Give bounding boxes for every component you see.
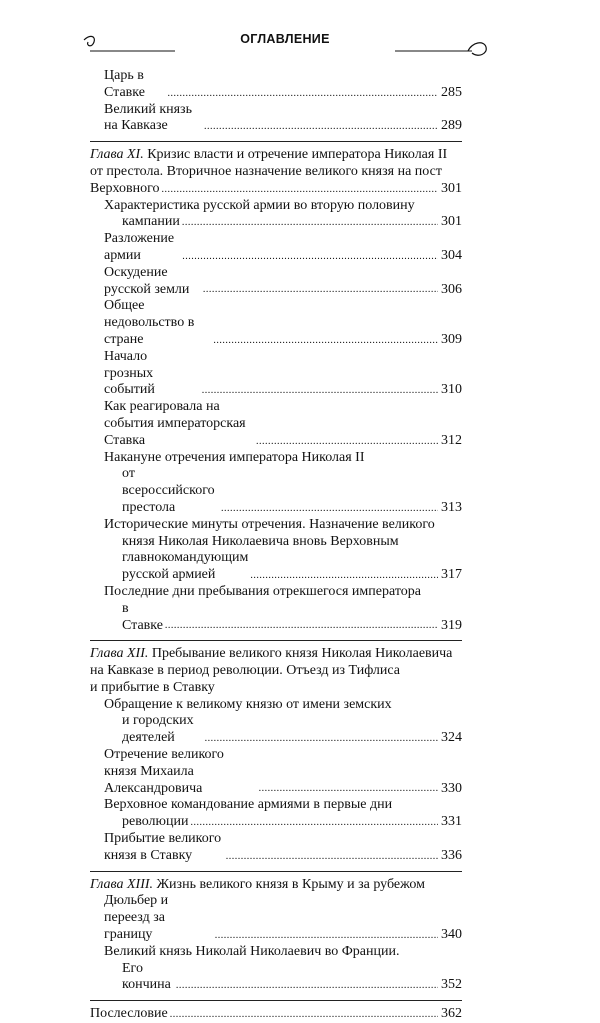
entry-page: 310: [441, 382, 462, 398]
section-divider: [90, 1000, 462, 1001]
chapter-11[interactable]: [90, 147, 462, 197]
entry-page: 336: [441, 847, 462, 863]
entry-page: 309: [441, 331, 462, 347]
toc-entry[interactable]: [90, 298, 462, 348]
toc-entry[interactable]: [90, 944, 462, 994]
toc-entry[interactable]: [90, 231, 462, 265]
chapter-12[interactable]: [90, 646, 462, 696]
entry-page: 340: [441, 927, 462, 943]
toc-entry[interactable]: [90, 349, 462, 399]
leader-dots: [215, 930, 438, 940]
entry-title-line: Исторические минуты отречения. Назначение великого: [104, 516, 435, 532]
entry-page: 362: [441, 1006, 462, 1022]
chapter-title-line: Верховного: [90, 180, 160, 196]
toc-entry[interactable]: [90, 265, 462, 299]
section-divider: [90, 640, 462, 641]
toc-entry[interactable]: [90, 399, 462, 449]
entry-title-line: князя Николая Николаевича вновь Верховным: [122, 533, 399, 549]
chapter-label: Глава XIII.: [90, 876, 154, 892]
chapter-13[interactable]: [90, 877, 462, 894]
toc-entry-afterword[interactable]: [90, 1006, 462, 1023]
leader-dots: [168, 88, 438, 98]
toc-entry[interactable]: [90, 584, 462, 634]
chapter-label: Глава XII.: [90, 646, 149, 662]
chapter-title-line: Кризис власти и отречение императора Николая II: [147, 147, 448, 163]
leader-dots: [203, 284, 438, 294]
entry-title: и городских деятелей: [122, 713, 194, 746]
entry-title: Великий князь на Кавказе: [104, 101, 192, 134]
leader-dots: [213, 335, 438, 345]
section-divider: [90, 141, 462, 142]
entry-page: 313: [441, 499, 462, 515]
entry-page: 312: [441, 432, 462, 448]
entry-title: Царь в Ставке: [104, 68, 145, 100]
toc-entry[interactable]: [90, 893, 462, 943]
entry-title: главнокомандующим русской армией: [122, 550, 249, 583]
entry-title: Разложение армии: [104, 231, 175, 263]
entry-title: Начало грозных событий: [104, 348, 155, 398]
entry-title: кампании: [122, 214, 180, 230]
entry-title-line: Верховное командование армиями в первые дни: [104, 797, 393, 813]
entry-page: 304: [441, 247, 462, 263]
entry-title: революции: [122, 814, 189, 830]
entry-title: Как реагировала на события императорская Ставка: [104, 399, 246, 448]
leader-dots: [204, 121, 438, 131]
table-of-contents: [90, 68, 462, 1023]
toc-entry[interactable]: [90, 102, 462, 136]
entry-title: в Ставке: [122, 600, 163, 633]
entry-page: 319: [441, 617, 462, 633]
leader-dots: [205, 733, 438, 743]
toc-entry[interactable]: [90, 747, 462, 797]
chapter-title-line: Жизнь великого князя в Крыму и за рубежом: [156, 876, 426, 892]
entry-title-line: Великий князь Николай Николаевич во Франции.: [104, 943, 400, 959]
leader-dots: [182, 217, 438, 227]
entry-title-line: Обращение к великому князю от имени земских: [104, 696, 392, 712]
section-divider: [90, 871, 462, 872]
page-header: [80, 30, 490, 62]
leader-dots: [226, 851, 438, 861]
toc-entry[interactable]: [90, 450, 462, 517]
leader-dots: [256, 436, 438, 446]
entry-page: 317: [441, 567, 462, 583]
entry-title: Прибытие великого князя в Ставку: [104, 831, 222, 863]
entry-title-line: Накануне отречения императора Николая II: [104, 449, 365, 465]
entry-title: Оскудение русской земли: [104, 264, 190, 297]
leader-dots: [170, 1009, 438, 1019]
chapter-title-line: на Кавказе в период революции. Отъезд из Тифлиса: [90, 663, 400, 679]
entry-title: Общее недовольство в стране: [104, 298, 195, 347]
leader-dots: [190, 817, 438, 827]
chapter-title-line: Пребывание великого князя Николая Николаевича: [151, 646, 453, 662]
leader-dots: [176, 980, 438, 990]
leader-dots: [250, 570, 438, 580]
chapter-page: 301: [441, 180, 462, 196]
entry-title-line: Характеристика русской армии во вторую половину: [104, 197, 415, 213]
toc-entry[interactable]: [90, 517, 462, 584]
entry-page: 331: [441, 814, 462, 830]
entry-page: 330: [441, 780, 462, 796]
entry-page: 306: [441, 281, 462, 297]
entry-page: 289: [441, 118, 462, 134]
entry-page: 324: [441, 730, 462, 746]
entry-title-line: Последние дни пребывания отрекшегося императора: [104, 583, 421, 599]
leader-dots: [165, 620, 438, 630]
leader-dots: [162, 184, 438, 194]
chapter-label: Глава XI.: [90, 147, 144, 163]
entry-page: 352: [441, 977, 462, 993]
entry-title: Дюльбер и переезд за границу: [104, 893, 169, 943]
entry-page: 301: [441, 214, 462, 230]
entry-title: Его кончина: [122, 960, 171, 993]
entry-title: Отречение великого князя Михаила Александровича: [104, 747, 224, 796]
chapter-title-line: от престола. Вторичное назначение великого князя на пост: [90, 163, 442, 179]
page-title: ОГЛАВЛЕНИЕ: [240, 32, 330, 46]
toc-entry[interactable]: [90, 831, 462, 865]
toc-entry[interactable]: [90, 697, 462, 747]
leader-dots: [182, 251, 438, 261]
leader-dots: [202, 385, 438, 395]
chapter-title-line: и прибытие в Ставку: [90, 679, 215, 695]
entry-page: 285: [441, 84, 462, 100]
toc-entry[interactable]: [90, 68, 462, 102]
toc-entry[interactable]: [90, 198, 462, 232]
leader-dots: [221, 503, 438, 513]
toc-entry[interactable]: [90, 797, 462, 831]
entry-title: Послесловие: [90, 1006, 168, 1022]
entry-title: от всероссийского престола: [122, 466, 215, 515]
leader-dots: [259, 783, 438, 793]
